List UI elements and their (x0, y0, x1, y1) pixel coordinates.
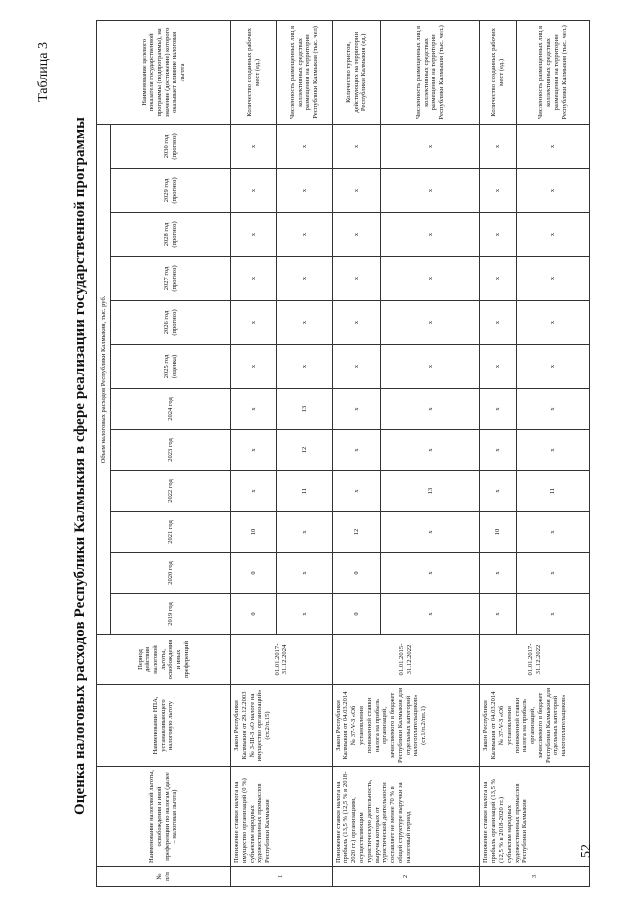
volume-value: x (332, 301, 380, 345)
volume-value: x (381, 301, 480, 345)
volume-value: x (277, 553, 333, 594)
indicator-name: Количество созданных рабочих мест (ед.) (480, 20, 517, 124)
volume-value: x (516, 257, 589, 301)
npa-name: Закон Республики Калмыкия от 29.12.2003 № 3-III-З «О налоге на имущество организаций» (ст.2/п.15) (231, 685, 333, 767)
volume-value: x (516, 213, 589, 257)
indicator-name: Количество туристов, действующих на территории Республики Калмыкия (ед.) (332, 20, 380, 124)
header-year: 2022 год (111, 471, 231, 512)
volume-value: 11 (277, 471, 333, 512)
table-label: Таблица 3 (36, 42, 51, 102)
volume-value: x (332, 213, 380, 257)
header-year: 2023 год (111, 430, 231, 471)
volume-value: x (231, 389, 277, 430)
volume-value: 0 (332, 553, 380, 594)
indicator-name: Численность размещенных лиц в коллективных средствах размещения на территории Республики Калмыкия (тыс. чел) (277, 20, 333, 124)
header-year: 2030 год (прогноз) (111, 124, 231, 168)
volume-value: x (516, 512, 589, 553)
volume-value: x (277, 594, 333, 635)
header-year: 2019 год (111, 594, 231, 635)
volume-value: 12 (277, 430, 333, 471)
table-row (231, 20, 277, 886)
volume-value: x (480, 124, 517, 168)
indicator-name: Количество созданных рабочих мест (ед.) (231, 20, 277, 124)
tax-expenditure-table (96, 20, 590, 887)
indicator-name: Численность размещенных лиц в коллективных средствах размещения на территории Республики Калмыкия (тыс. чел.) (516, 20, 589, 124)
header-indicator: Наименование целевого показателя государственной программы (подпрограммы), на значение (достижение) которого оказывает влияние налоговая льгота (97, 20, 231, 124)
volume-value: x (480, 301, 517, 345)
volume-value: x (381, 389, 480, 430)
header-year: 2026 год (прогноз) (111, 301, 231, 345)
volume-value: x (516, 124, 589, 168)
header-year: 2029 год (прогноз) (111, 169, 231, 213)
header-tax-name: Наименование налоговой льготы, освобождения и иной преференции по налогам (далее – налоговая льгота) (97, 767, 231, 867)
volume-value: x (516, 301, 589, 345)
volume-value: x (231, 301, 277, 345)
volume-value: x (381, 594, 480, 635)
volume-value: x (381, 213, 480, 257)
volume-value: x (277, 345, 333, 389)
volume-value: x (231, 124, 277, 168)
volume-value: x (277, 257, 333, 301)
volume-value: x (231, 345, 277, 389)
volume-value: 12 (332, 512, 380, 553)
header-num: № п/п (97, 867, 231, 887)
indicator-name: Численность размещенных лиц в коллективных средствах размещения на территории Республики Калмыкия (тыс. чел.) (381, 20, 480, 124)
header-period: Период действия налоговой льготы, освобождения и иных преференций (97, 635, 231, 685)
volume-value: x (381, 169, 480, 213)
volume-value: 11 (516, 471, 589, 512)
volume-value: x (381, 345, 480, 389)
volume-value: x (332, 257, 380, 301)
row-number: 2 (332, 867, 480, 887)
volume-value: x (332, 124, 380, 168)
volume-value: x (277, 169, 333, 213)
table-row (332, 20, 380, 886)
header-year: 2028 год (прогноз) (111, 213, 231, 257)
volume-value: x (381, 257, 480, 301)
volume-value: x (480, 345, 517, 389)
volume-value: x (480, 430, 517, 471)
header-year: 2021 год (111, 512, 231, 553)
row-number: 1 (231, 867, 333, 887)
page-number: 52 (579, 844, 594, 858)
volume-value: x (480, 169, 517, 213)
volume-value: x (516, 594, 589, 635)
volume-value: 10 (480, 512, 517, 553)
volume-value: 10 (231, 512, 277, 553)
header-year: 2020 год (111, 553, 231, 594)
volume-value: x (480, 213, 517, 257)
volume-value: x (277, 213, 333, 257)
header-year: 2024 год (111, 389, 231, 430)
volume-value: x (277, 124, 333, 168)
row-number: 3 (480, 867, 590, 887)
volume-value: x (332, 169, 380, 213)
volume-value: x (332, 471, 380, 512)
volume-value: x (516, 389, 589, 430)
volume-value: x (480, 553, 517, 594)
header-npa: Наименование НПА, устанавливающего налоговую льготу (97, 685, 231, 767)
volume-value: x (231, 471, 277, 512)
volume-value: x (231, 169, 277, 213)
volume-value: x (516, 345, 589, 389)
volume-value: x (332, 430, 380, 471)
volume-value: 0 (231, 553, 277, 594)
volume-value: 0 (332, 594, 380, 635)
table-body (231, 20, 590, 886)
volume-value: x (332, 389, 380, 430)
volume-value: x (231, 430, 277, 471)
header-year: 2025 год (оценка) (111, 345, 231, 389)
page-title: Оценка налоговых расходов Республики Калмыкия в сфере реализации государственной программы (72, 117, 88, 816)
volume-value: x (480, 594, 517, 635)
header-volume-group: Объем налоговых расходов Республики Калмыкия, тыс. руб. (97, 124, 111, 634)
benefit-period: 01.01.2017-31.12.2024 (231, 635, 333, 685)
volume-value: 0 (231, 594, 277, 635)
volume-value: x (516, 553, 589, 594)
volume-value: x (231, 213, 277, 257)
tax-benefit-name: Понижение ставки налога на имущество организаций (0 %) субъектам народных художественных промыслов Республики Калмыкия (231, 767, 333, 867)
volume-value: x (277, 512, 333, 553)
volume-value: x (332, 345, 380, 389)
volume-value: x (480, 389, 517, 430)
volume-value: x (516, 430, 589, 471)
header-year: 2027 год (прогноз) (111, 257, 231, 301)
tax-benefit-name: Понижение ставки налога на прибыль организаций (13,5 % (12,5 % в 2018-2020 гг.) субъектам народных художественных промыслов Республики Калмыкия (480, 767, 590, 867)
npa-name: Закон Республики Калмыкия от 04.03.2014 № 37-V-З «Об установлении пониженной ставки налога на прибыль организаций, зачисляемого в бюджет Республики Калмыкия для отдельных категорий налогоплательщиков» (480, 685, 590, 767)
volume-value: x (516, 169, 589, 213)
volume-value: x (381, 553, 480, 594)
volume-value: x (381, 430, 480, 471)
benefit-period: 01.01.2015-31.12.2022 (332, 635, 480, 685)
npa-name: Закон Республики Калмыкия от 04.03.2014 № 37-V-З «Об установлении пониженной ставки налога на прибыль организаций, зачисляемого в бюджет Республики Калмыкия для отдельных категорий налогоплательщиков» (ст.1/п.2/пп.1) (332, 685, 480, 767)
volume-value: x (381, 512, 480, 553)
table-row (480, 20, 517, 886)
volume-value: x (231, 257, 277, 301)
tax-benefit-name: Понижение ставки налога на прибыль (13,5 % (12,5 % в 2018-2020 гг.) организациям, осуществляющим туристическую деятельность, выручка которых от туристической деятельности составляет не менее 70 % в общей структуре выручки за налоговый период (332, 767, 480, 867)
volume-value: 13 (277, 389, 333, 430)
benefit-period: 01.01.2017-31.12.2022 (480, 635, 590, 685)
volume-value: x (381, 124, 480, 168)
volume-value: x (480, 471, 517, 512)
volume-value: 13 (381, 471, 480, 512)
volume-value: x (480, 257, 517, 301)
volume-value: x (277, 301, 333, 345)
